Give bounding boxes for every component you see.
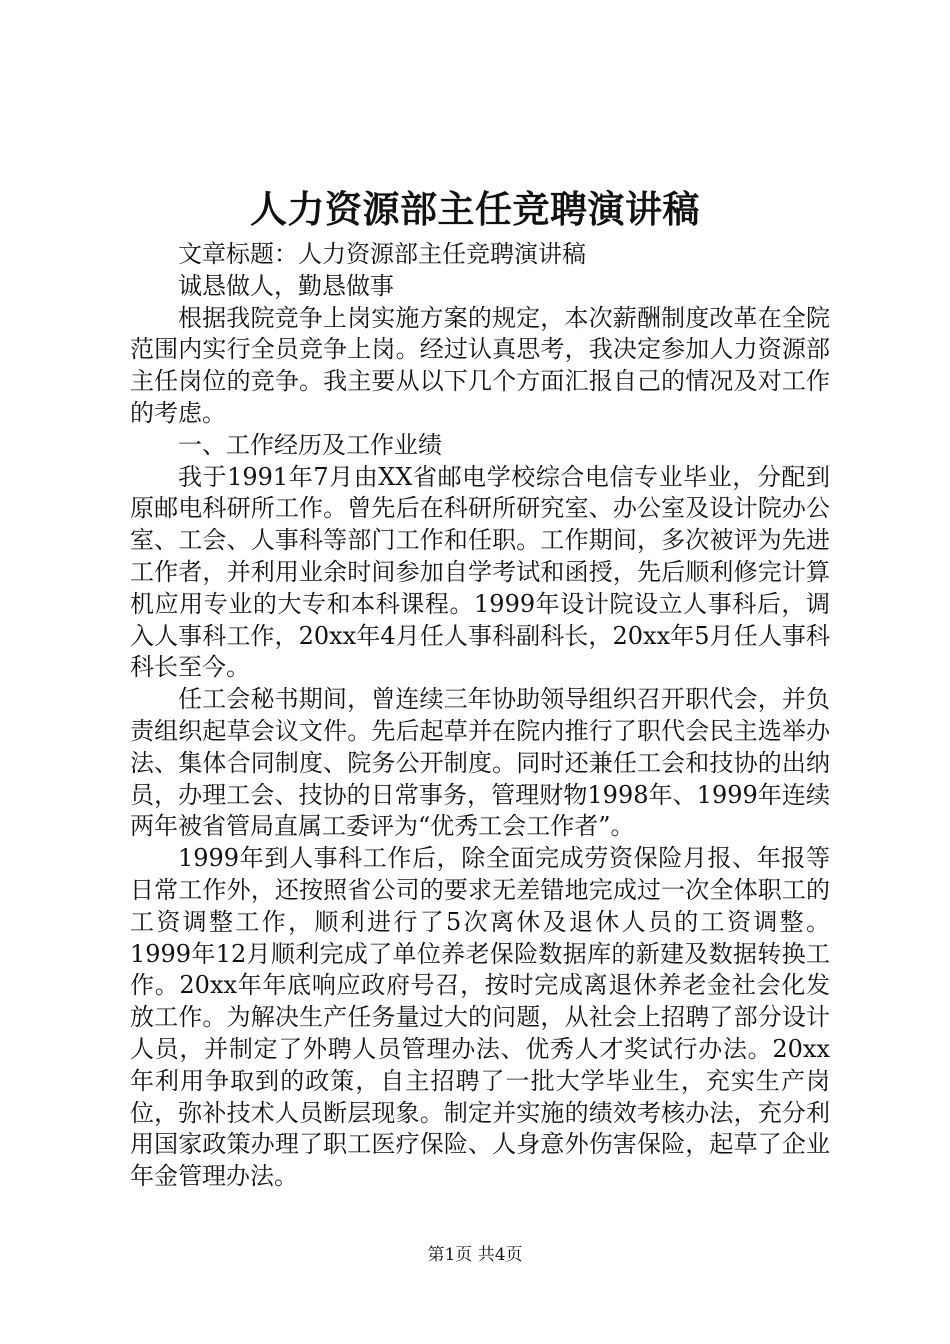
paragraph-article-title: 文章标题：人力资源部主任竞聘演讲稿 — [178, 240, 586, 268]
document-body — [130, 239, 830, 1193]
document-title: 人力资源部主任竞聘演讲稿 — [250, 187, 700, 231]
paragraph-motto: 诚恳做人，勤恳做事 — [178, 271, 394, 300]
section-heading: 一、工作经历及工作业绩 — [178, 430, 442, 459]
paragraph-personnel-work: 1999年到人事科工作后，除全面完成劳资保险月报、年报等日常工作外，还按照省公司的要求无差错地完成过一次全体职工的工资调整工作，顺利进行了5次离休及退休人员的工资调整。1999年12月顺利完成了单位养老保险数据库的新建及数据转换工作。20xx年年底响应政府号召，按时完成离退休养老金社会化发放工作。为解决生产任务量过大的问题，从社会上招聘了部分设计人员，并制定了外聘人员管理办法、优秀人才奖试行办法。20xx年利用争取到的政策，自主招聘了一批大学毕业生，充实生产岗位，弥补技术人员断层现象。制定并实施的绩效考核办法，充分利用国家政策办理了职工医疗保险、人身意外伤害保险，起草了企业年金管理办法。 — [130, 844, 830, 1191]
paragraph-intro: 根据我院竞争上岗实施方案的规定，本次薪酬制度改革在全院范围内实行全员竞争上岗。经过认真思考，我决定参加人力资源部主任岗位的竞争。我主要从以下几个方面汇报自己的情况及对工作的考虑。 — [130, 303, 830, 427]
page-footer: 第1页 共4页 — [427, 1245, 523, 1265]
paragraph-work-history: 我于1991年7月由XX省邮电学校综合电信专业毕业，分配到原邮电科研所工作。曾先后在科研所研究室、办公室及设计院办公室、工会、人事科等部门工作和任职。工作期间，多次被评为先进工作者，并利用业余时间参加自学考试和函授，先后顺利修完计算机应用专业的大专和本科课程。1999年设计院设立人事科后，调入人事科工作，20xx年4月任人事科副科长，20xx年5月任人事科科长至今。 — [130, 462, 830, 682]
paragraph-union-work: 任工会秘书期间，曾连续三年协助领导组织召开职代会，并负责组织起草会议文件。先后起草并在院内推行了职代会民主选举办法、集体合同制度、院务公开制度。同时还兼任工会和技协的出纳员，办理工会、技协的日常事务，管理财物1998年、1999年连续两年被省管局直属工委评为“优秀工会工作者”。 — [130, 685, 830, 841]
